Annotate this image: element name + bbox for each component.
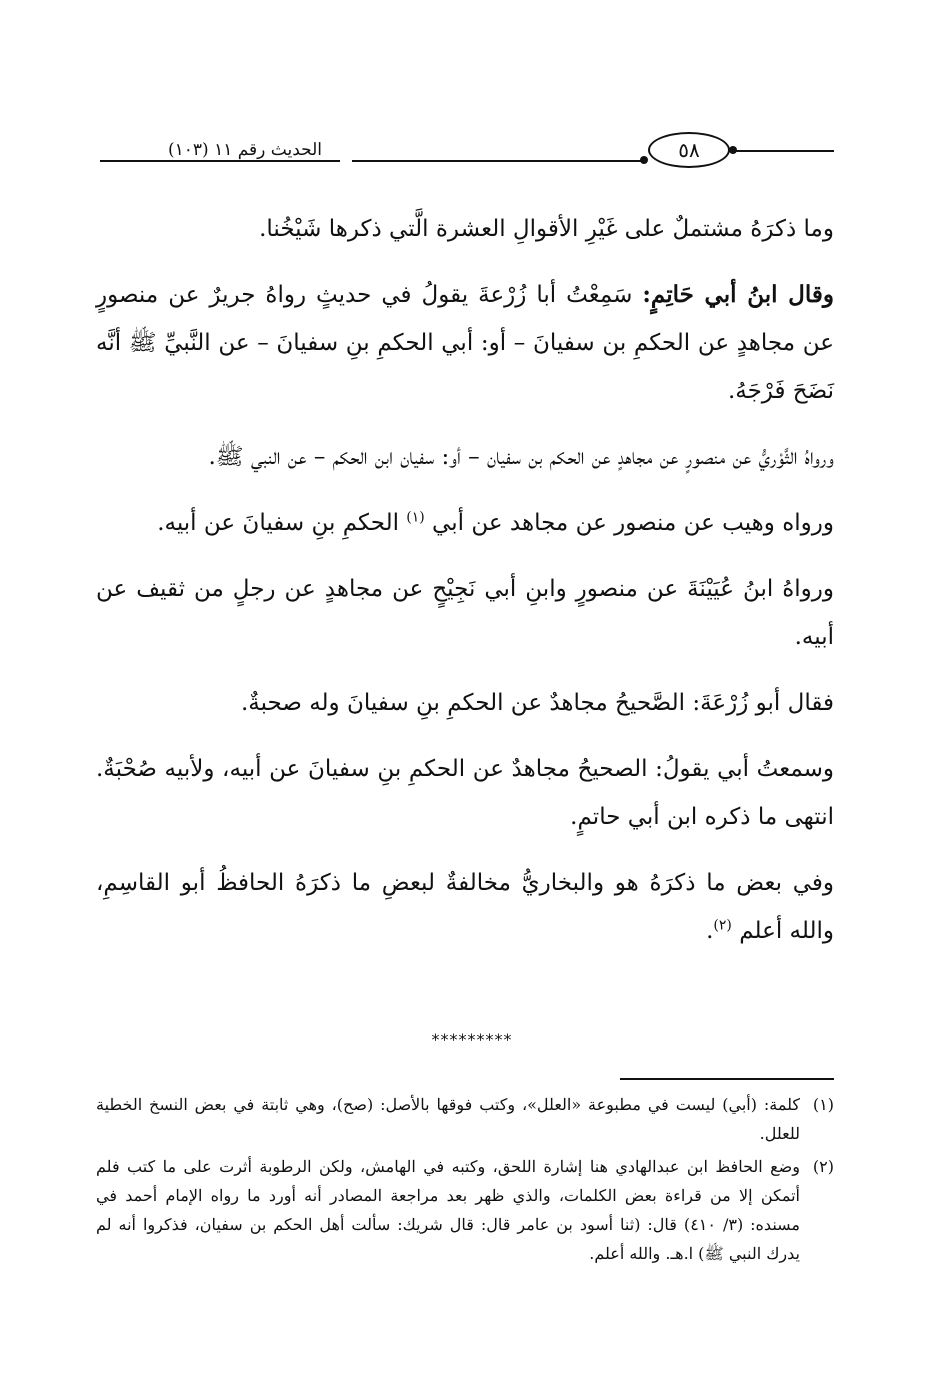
running-title: الحديث رقم ١١ (١٠٣) — [150, 140, 340, 160]
footnote — [96, 1090, 834, 1148]
footnote-text: وضع الحافظ ابن عبدالهادي هنا إشارة اللحق، وكتبه في الهامش، ولكن الرطوبة أثرت على ما كتب فلم أتمكن إلا من قراءة بعض الكلمات، والذي ظهر بعد مراجعة المصادر أنه أورد ما رواه الإمام أحمد في مسنده: (٣/ ٤١٠) قال: (ثنا أسود بن عامر قال: قال شريك: سألت أهل الحكم بن سفيان، فذكروا أنه لم يدرك النبي ﷺ) ا.هـ. والله أعلم. — [96, 1157, 801, 1263]
paragraph: وما ذكرَهُ مشتملٌ على غَيْرِ الأقوالِ العشرة الَّتي ذكرها شَيْخُنا. — [259, 216, 834, 242]
header-ornament-dot — [640, 156, 648, 164]
paragraph-text: سَمِعْتُ أبا زُرْعةَ يقولُ في حديثٍ رواهُ جريرٌ عن منصورٍ عن مجاهدٍ عن الحكمِ بن سفيانَ – أو: أبي الحكمِ بنِ سفيانَ – عن النَّبيِّ ﷺ أنَّه نَضَحَ فَرْجَهُ. — [96, 282, 834, 404]
paragraph — [96, 859, 834, 955]
header-rule-right — [732, 150, 834, 152]
paragraph — [96, 271, 834, 415]
page-number: ٥٨ — [648, 132, 730, 168]
paragraph-text: . — [706, 918, 714, 944]
header-rule-left — [100, 160, 340, 162]
footnote-rule — [620, 1078, 834, 1080]
paragraph-text: وفي بعض ما ذكرَهُ هو والبخاريُّ مخالفةٌ لبعضِ ما ذكرَهُ الحافظُ أبو القاسِمِ، والله أعلم — [96, 870, 834, 944]
paragraph: فقال أبو زُرْعَةَ: الصَّحيحُ مجاهدٌ عن الحكمِ بنِ سفيانَ وله صحبةٌ. — [240, 690, 834, 716]
paragraph — [96, 499, 834, 547]
paragraph: وسمعتُ أبي يقولُ: الصحيحُ مجاهدٌ عن الحكمِ بنِ سفيانَ عن أبيه، ولأبيه صُحْبَةٌ. انتهى ما ذكره ابن أبي حاتمٍ. — [96, 756, 834, 830]
header-rule-middle — [352, 160, 642, 162]
footnote-text: كلمة: (أبي) ليست في مطبوعة «العلل»، وكتب فوقها بالأصل: (صح)، وهي ثابتة في بعض النسخ الخطية للعلل. — [96, 1095, 800, 1143]
paragraph-text: ورواه وهيب عن منصور عن مجاهد عن أبي — [424, 510, 834, 536]
section-separator: ********* — [431, 1030, 513, 1049]
paragraph: ورواهُ ابنُ عُيَيْنَةَ عن منصورٍ وابنِ أبي نَجِيْحٍ عن مجاهدٍ عن رجلٍ من ثقيف عن أبيه. — [96, 576, 834, 650]
speaker-intro: وقال ابنُ أبي حَاتِمٍ: — [642, 281, 835, 308]
paragraph: ورواهُ الثَّوْريُّ عن منصورٍ عن مجاهدٍ عن الحكم بن سفيان – أو: سفيان ابن الحكم – عن النبي ﷺ. — [208, 444, 834, 470]
footnote-number: (١) — [812, 1095, 834, 1114]
footnote — [96, 1152, 834, 1268]
footnote-reference: (١) — [406, 509, 425, 526]
paragraph-text: الحكمِ بنِ سفيانَ عن أبيه. — [157, 510, 407, 536]
footnote-number: (٢) — [812, 1157, 834, 1176]
main-text — [96, 205, 834, 973]
footnote-reference: (٢) — [713, 917, 732, 934]
footnotes — [96, 1090, 834, 1272]
